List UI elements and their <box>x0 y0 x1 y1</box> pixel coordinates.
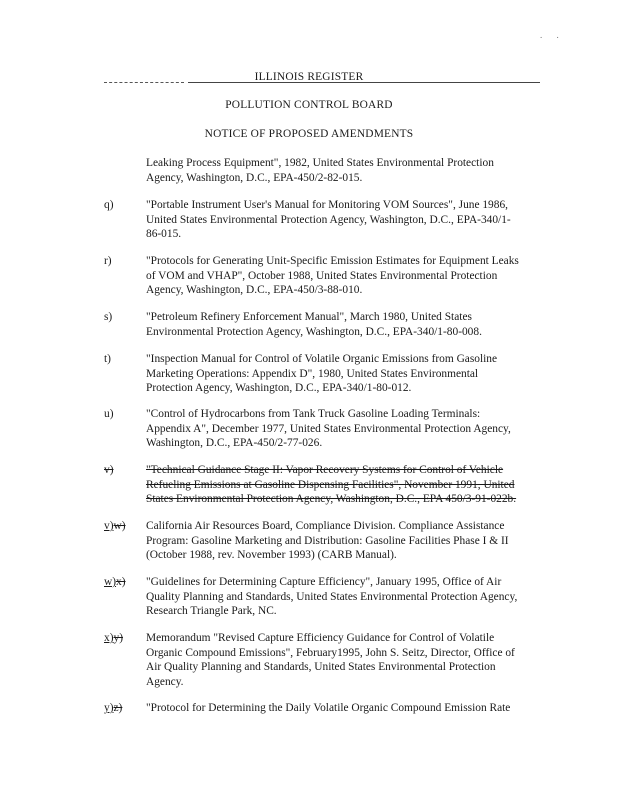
item-label <box>104 575 146 590</box>
list-item <box>104 198 544 242</box>
text-line: "Portable Instrument User's Manual for Monitoring VOM Sources", June 1986, <box>146 199 508 211</box>
text-line: (October 1988, rev. November 1993) (CARB Manual). <box>146 549 397 562</box>
item-label: v) <box>104 464 114 476</box>
list-item <box>104 575 544 619</box>
label-old: z) <box>113 702 123 714</box>
header-rule-left <box>104 82 184 83</box>
text-line: "Guidelines for Determining Capture Efficiency", January 1995, Office of Air <box>146 576 502 588</box>
item-label: s) <box>104 311 113 323</box>
label-old: x) <box>116 576 126 588</box>
text-line: Environmental Protection Agency, Washington, D.C., EPA-340/1-80-008. <box>146 325 482 338</box>
list-item <box>104 701 544 716</box>
text-line: States Environmental Protection Agency, Washington, D.C., EPA 450/3-91-022b. <box>146 493 517 506</box>
register-title: ILLINOIS REGISTER <box>254 71 364 83</box>
board-title: POLLUTION CONTROL BOARD <box>225 99 393 111</box>
text-line: Agency. <box>146 675 184 688</box>
item-label <box>104 701 146 716</box>
text-line: Program: Gasoline Marketing and Distribution: Gasoline Facilities Phase I & II <box>146 534 509 547</box>
text-line: 86-015. <box>146 228 182 241</box>
label-old: w) <box>113 520 126 532</box>
text-line: Agency, Washington, D.C., EPA-450/2-82-015. <box>146 171 363 184</box>
list-item <box>104 352 544 396</box>
text-line: Research Triangle Park, NC. <box>146 605 277 618</box>
header-rule-right <box>188 82 540 83</box>
text-line: "Control of Hydrocarbons from Tank Truck Gasoline Loading Terminals: <box>146 408 481 420</box>
text-line: "Technical Guidance Stage II: Vapor Recovery Systems for Control of Vehicle <box>146 464 504 476</box>
text-line: Protection Agency, Washington, D.C., EPA-340/1-80-012. <box>146 382 412 395</box>
label-new: w) <box>104 576 117 588</box>
list-item <box>104 310 544 339</box>
item-label <box>104 631 146 646</box>
text-line: Quality Planning and Standards, United States Environmental Protection Agency, <box>146 590 518 603</box>
text-line: Washington, D.C., EPA-450/2-77-026. <box>146 437 323 450</box>
text-line: Organic Compound Emissions", February1995, John S. Seitz, Director, Office of <box>146 646 515 659</box>
item-label: q) <box>104 199 114 211</box>
text-line: Memorandum "Revised Capture Efficiency Guidance for Control of Volatile <box>146 632 495 644</box>
item-label <box>104 519 146 534</box>
text-line: Appendix A", December 1977, United States Environmental Protection Agency, <box>146 422 511 435</box>
list-item <box>104 407 544 451</box>
item-label: u) <box>104 408 114 420</box>
text-line: Agency, Washington, D.C., EPA-450/3-88-010. <box>146 284 363 297</box>
label-old: y) <box>113 632 123 644</box>
text-line: Marketing Operations: Appendix D", 1980, United States Environmental <box>146 367 479 380</box>
text-line: "Protocols for Generating Unit-Specific Emission Estimates for Equipment Leaks <box>146 255 519 267</box>
list-item-deleted <box>104 463 544 507</box>
item-label: r) <box>104 255 112 267</box>
text-line: Leaking Process Equipment", 1982, United States Environmental Protection <box>146 157 494 169</box>
text-line: "Petroleum Refinery Enforcement Manual", March 1980, United States <box>146 311 472 323</box>
text-line: United States Environmental Protection Agency, Washington, D.C., EPA-340/1- <box>146 213 511 226</box>
text-line: "Protocol for Determining the Daily Volatile Organic Compound Emission Rate <box>146 702 511 714</box>
item-label: t) <box>104 353 111 365</box>
notice-title: NOTICE OF PROPOSED AMENDMENTS <box>204 128 414 140</box>
corner-mark: . . <box>540 30 565 40</box>
text-line: Refueling Emissions at Gasoline Dispensing Facilities", November 1991, United <box>146 478 515 491</box>
text-line: Air Quality Planning and Standards, United States Environmental Protection <box>146 661 496 674</box>
label-new: v) <box>104 520 114 532</box>
list-item <box>104 631 544 689</box>
text-line: "Inspection Manual for Control of Volatile Organic Emissions from Gasoline <box>146 353 498 365</box>
continuation-text <box>104 156 544 185</box>
list-item <box>104 519 544 563</box>
label-new: y) <box>104 702 114 714</box>
text-line: California Air Resources Board, Compliance Division. Compliance Assistance <box>146 520 505 532</box>
list-item <box>104 254 544 298</box>
text-line: of VOM and VHAP", October 1988, United States Environmental Protection <box>146 269 498 282</box>
label-new: x) <box>104 632 114 644</box>
